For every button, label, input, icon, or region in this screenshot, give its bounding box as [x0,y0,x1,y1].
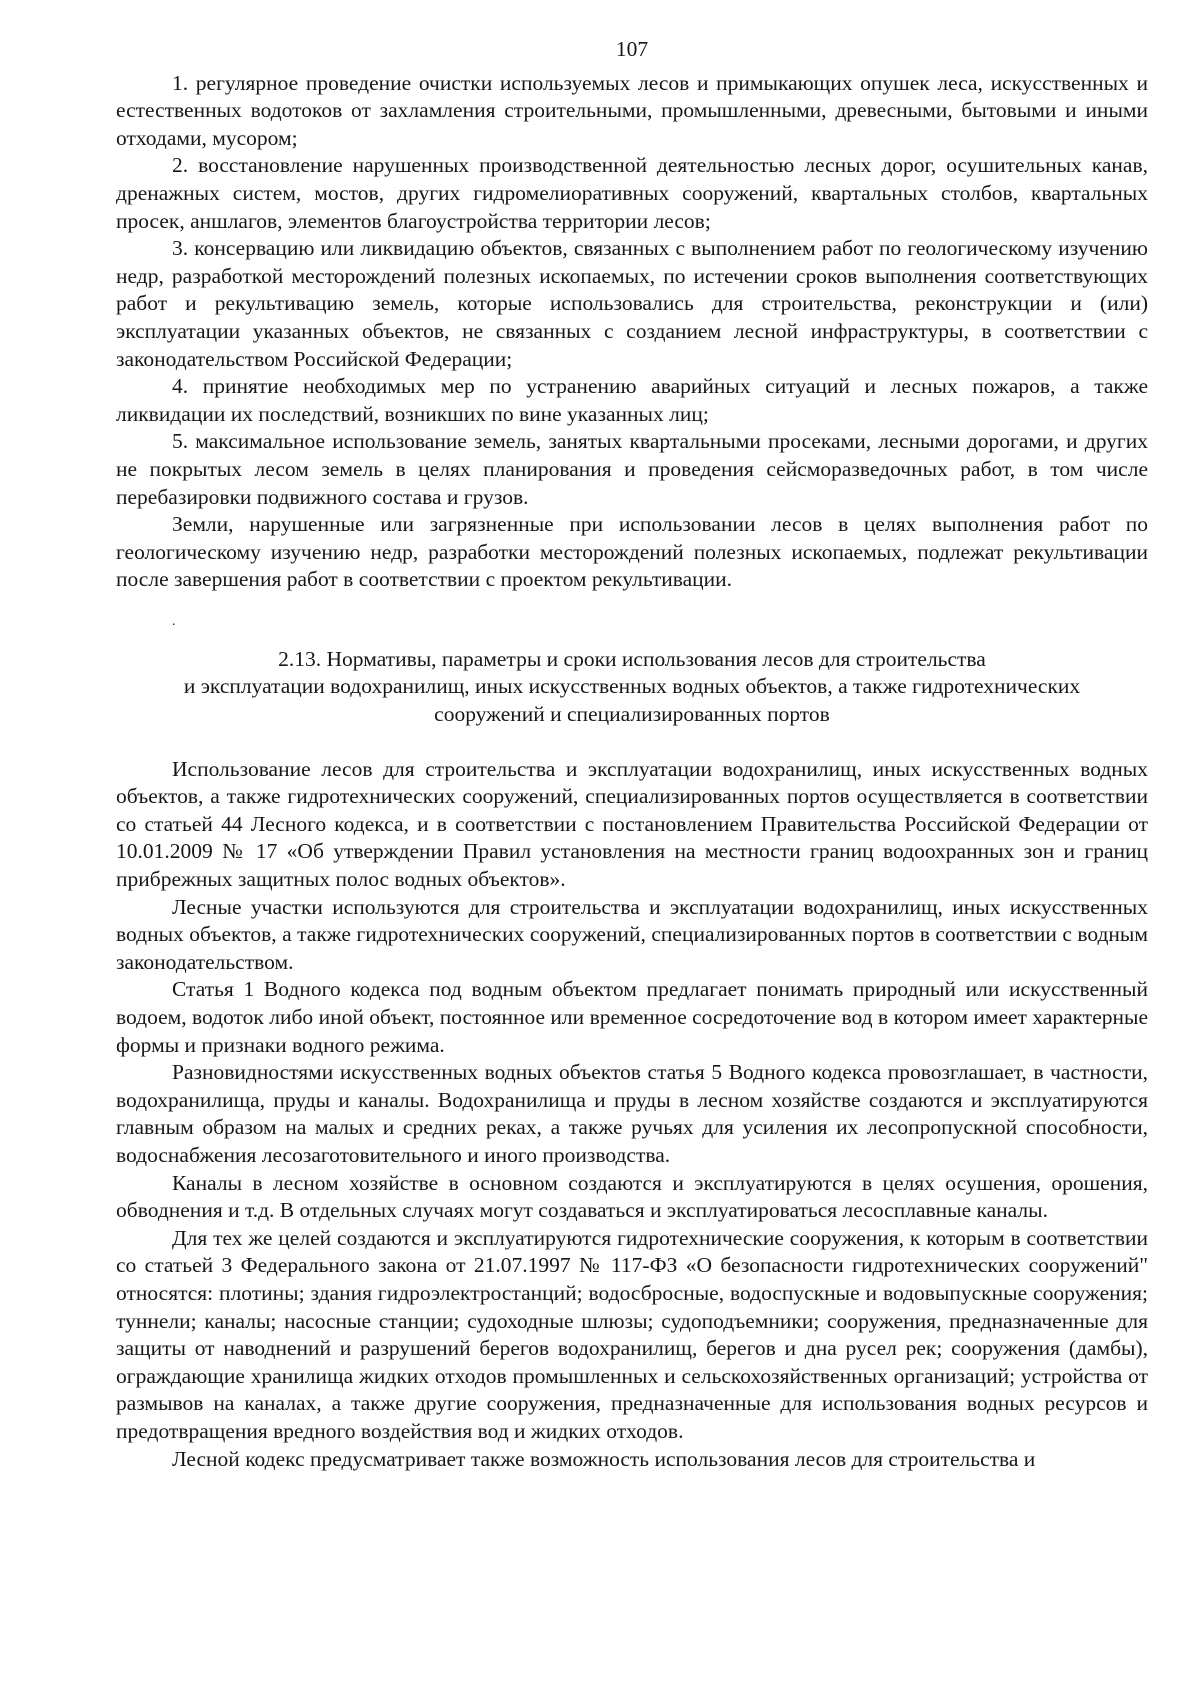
section-heading [116,646,1148,729]
paragraph: 2. восстановление нарушенных производственной деятельностью лесных дорог, осушительных канав, дренажных систем, мостов, других гидромелиоративных сооружений, квартальных столбов, квартальных просек, аншлагов, элементов благоустройства территории лесов; [116,153,1148,233]
stray-mark: . [172,613,176,629]
section-heading-line: и эксплуатации водохранилищ, иных искусственных водных объектов, а также гидротехнических [183,674,1081,699]
paragraph: Лесные участки используются для строительства и эксплуатации водохранилищ, иных искусственных водных объектов, а также гидротехнических сооружений, специализированных портов в соответствии с водным законодательством. [116,894,1148,974]
paragraph: Использование лесов для строительства и эксплуатации водохранилищ, иных искусственных водных объектов, а также гидротехнических сооружений, специализированных портов осуществляется в соответствии со статьей 44 Лесного кодекса, и в соответствии с постановлением Правительства Российской Федерации от 10.01.2009 № 17 «Об утверждении Правил установления на местности границ водоохранных зон и границ прибрежных защитных полос водных объектов». [116,756,1148,892]
paragraph: Разновидностями искусственных водных объектов статья 5 Водного кодекса провозглашает, в частности, водохранилища, пруды и каналы. Водохранилища и пруды в лесном хозяйстве создаются и эксплуатируются главным образом на малых и средних реках, а также ручьях для усиления их лесопропускной способности, водоснабжения лесозаготовительного и иного производства. [116,1060,1148,1167]
paragraph: Для тех же целей создаются и эксплуатируются гидротехнические сооружения, к которым в соответствии со статьей 3 Федерального закона от 21.07.1997 № 117-ФЗ «О безопасности гидротехнических сооружений" относятся: плотины; здания гидроэлектростанций; водосбросные, водоспускные и водовыпускные сооружения; туннели; каналы; насосные станции; судоходные шлюзы; судоподъемники; сооружения, предназначенные для защиты от наводнений и разрушений берегов водохранилищ, берегов и дна русел рек; сооружения (дамбы), ограждающие хранилища жидких отходов промышленных и сельскохозяйственных организаций; устройства от размывов на каналах, а также другие сооружения, предназначенные для использования водных ресурсов и предотвращения вредного воздействия вод и жидких отходов. [116,1225,1148,1443]
paragraph: 5. максимальное использование земель, занятых квартальными просеками, лесными дорогами, и других не покрытых лесом земель в целях планирования и проведения сейсморазведочных работ, в том числе перебазировки подвижного состава и грузов. [116,429,1148,509]
spacer [116,594,1148,646]
paragraph: 4. принятие необходимых мер по устранению аварийных ситуаций и лесных пожаров, а также ликвидации их последствий, возникших по вине указанных лиц; [116,374,1148,426]
paragraph: Статья 1 Водного кодекса под водным объектом предлагает понимать природный или искусственный водоем, водоток либо иной объект, постоянное или временное сосредоточение вод в котором имеет характерные формы и признаки водного режима. [116,977,1148,1057]
section-heading-line: 2.13. Нормативы, параметры и сроки использования лесов для строительства [278,646,986,671]
paragraph: Каналы в лесном хозяйстве в основном создаются и эксплуатируются в целях осушения, орошения, обводнения и т.д. В отдельных случаях могут создаваться и эксплуатироваться лесосплавные каналы. [116,1170,1148,1223]
section-heading-line: сооружений и специализированных портов [434,702,830,727]
page-number: 107 [615,37,649,61]
paragraph: 1. регулярное проведение очистки используемых лесов и примыкающих опушек леса, искусственных и естественных водотоков от захламления строительными, промышленными, древесными, бытовыми и иными отходами, мусором; [116,70,1148,150]
paragraph: Лесной кодекс предусматривает также возможность использования лесов для строительства и [172,1446,1036,1471]
paragraph: 3. консервацию или ликвидацию объектов, связанных с выполнением работ по геологическому изучению недр, разработкой месторождений полезных ископаемых, по истечении сроков выполнения соответствующих работ и рекультивацию земель, которые использовались для строительства, реконструкции и (или) эксплуатации указанных объектов, не связанных с созданием лесной инфраструктуры, в соответствии с законодательством Российской Федерации; [116,236,1148,371]
paragraph: Земли, нарушенные или загрязненные при использовании лесов в целях выполнения работ по геологическому изучению недр, разработки месторождений полезных ископаемых, подлежат рекультивации после завершения работ в соответствии с проектом рекультивации. [116,512,1148,592]
